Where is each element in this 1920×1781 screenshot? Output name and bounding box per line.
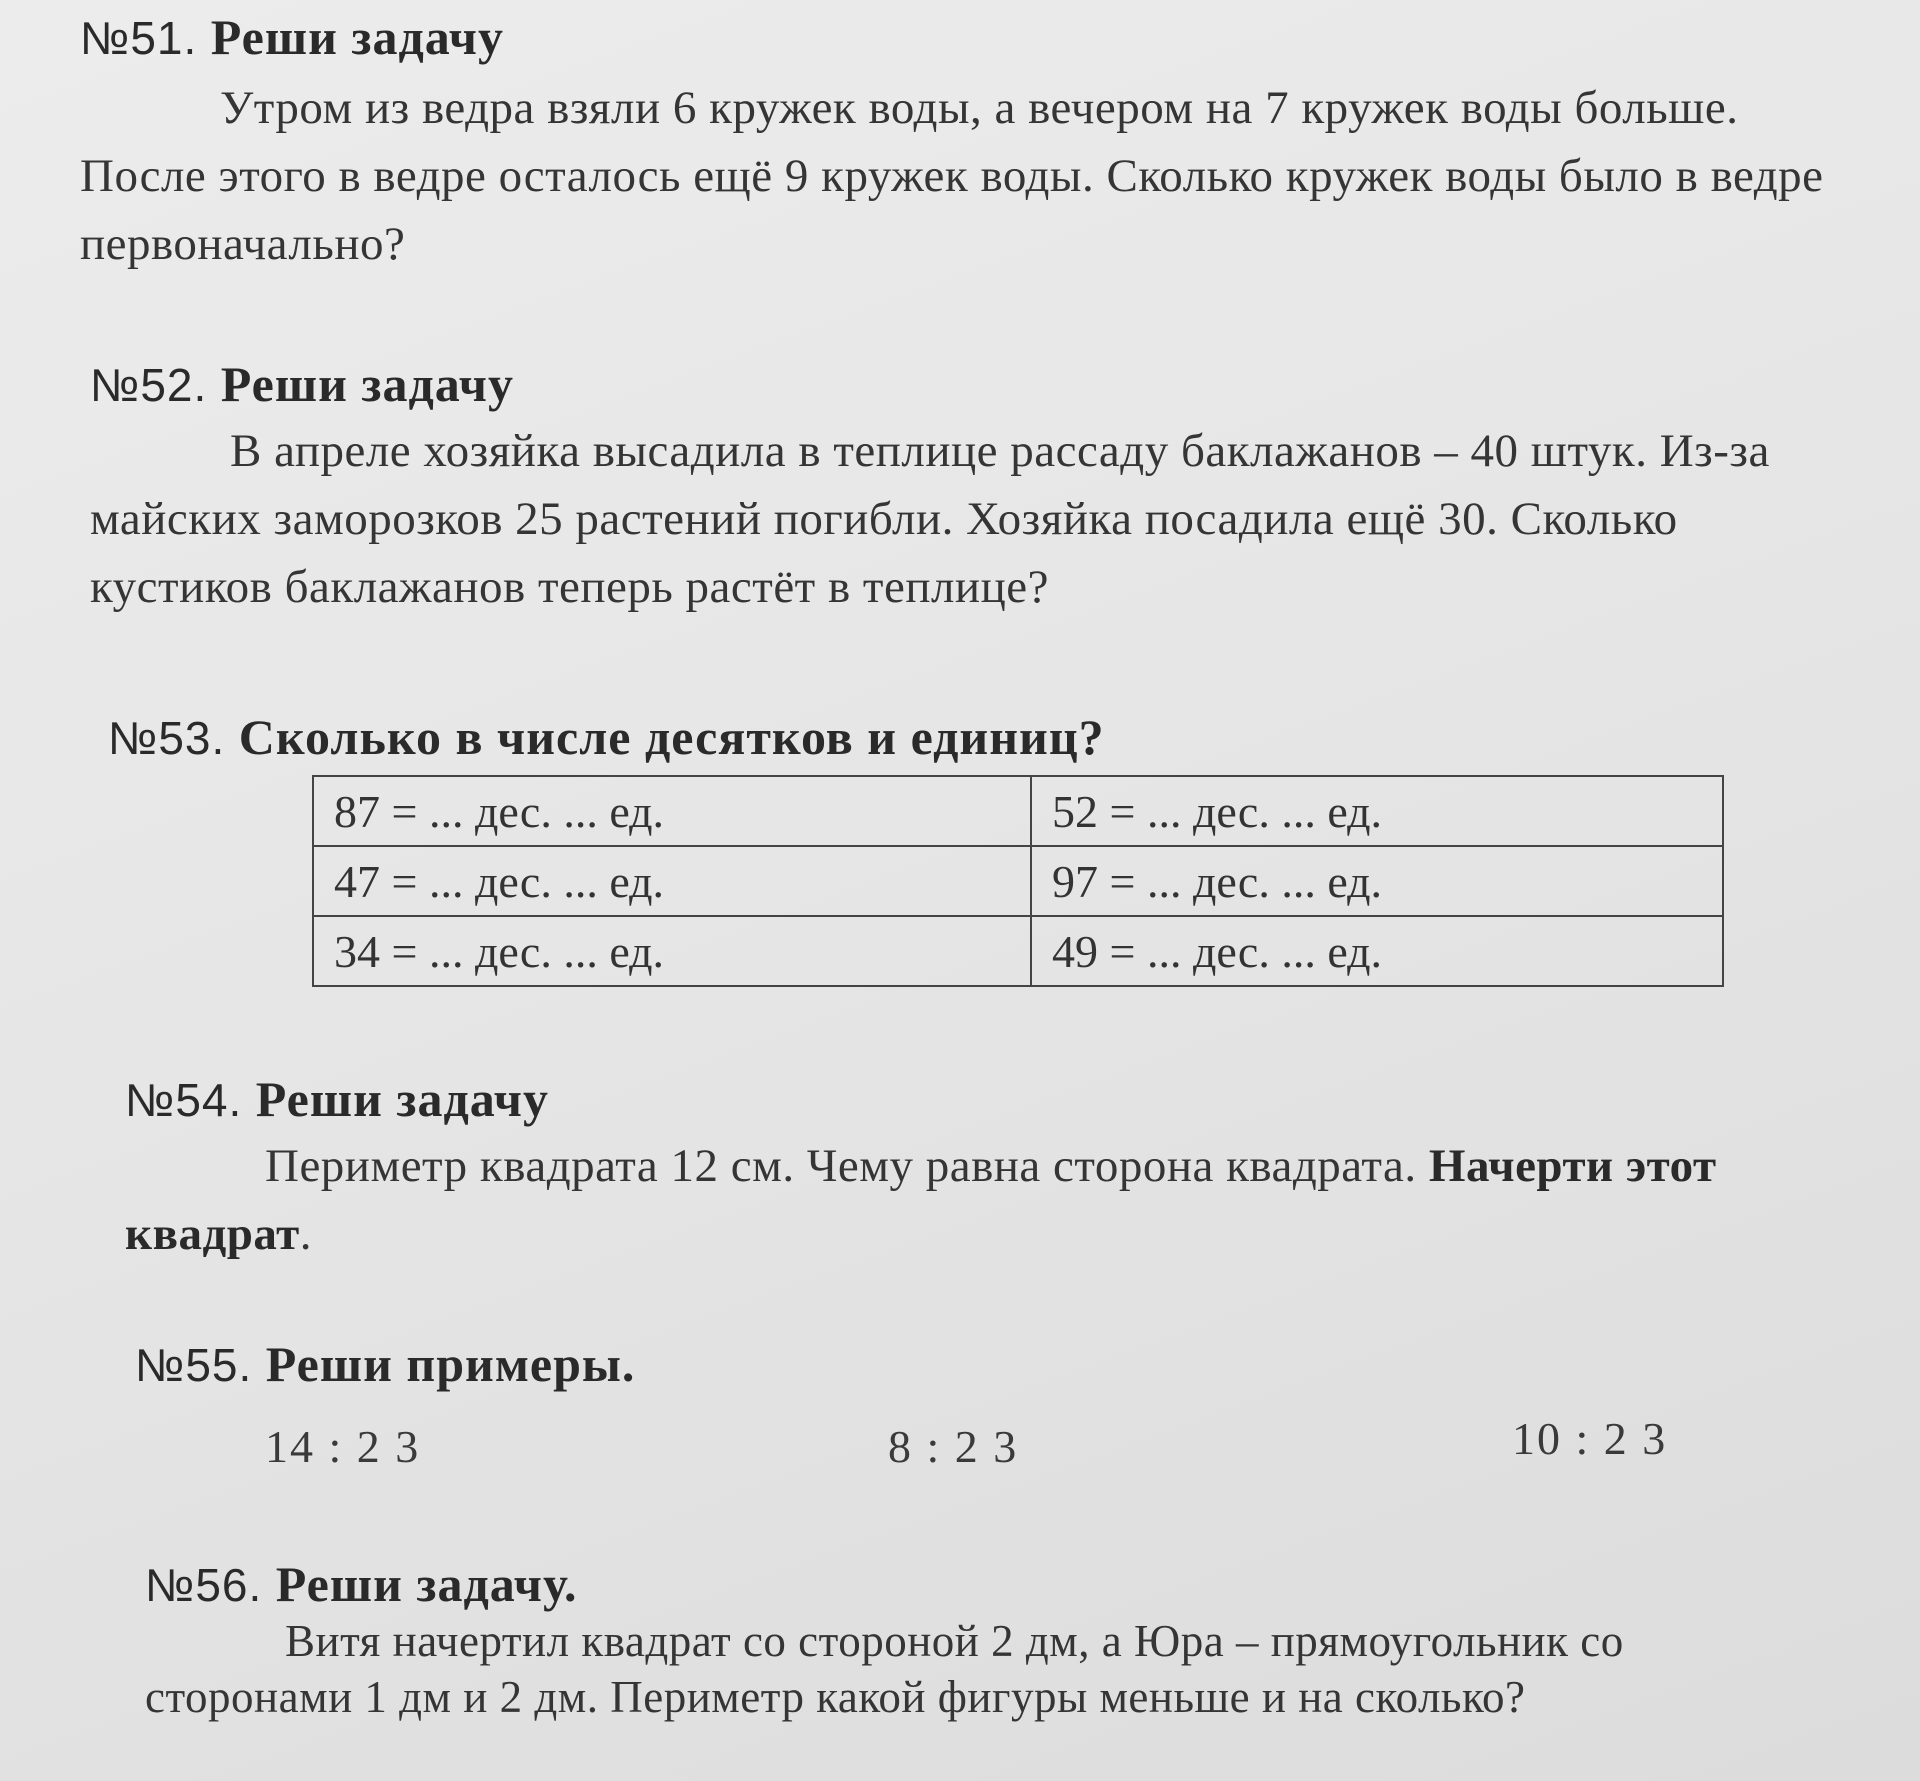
task-52-heading [90, 355, 1870, 413]
task-51 [80, 8, 1860, 278]
task-55-heading [135, 1335, 635, 1393]
task-52-text [90, 417, 1870, 621]
table-cell: 47 = ... дес. ... ед. [313, 846, 1031, 916]
task-51-text [80, 74, 1860, 278]
task-56-heading [145, 1555, 1705, 1613]
task-54-text [125, 1132, 1905, 1268]
table-cell: 52 = ... дес. ... ед. [1031, 776, 1723, 846]
task-53-title: Сколько в числе десятков и единиц? [238, 709, 1105, 765]
task-52-title: Реши задачу [220, 356, 514, 412]
task-52-text-content: В апреле хозяйка высадила в теплице рассаду баклажанов – 40 штук. Из-за майских заморозков 25 растений погибли. Хозяйка посадила ещё 30. Сколько кустиков баклажанов теперь растёт в теплице? [90, 425, 1770, 613]
table-cell: 34 = ... дес. ... ед. [313, 916, 1031, 986]
task-55-title: Реши примеры. [265, 1336, 636, 1392]
task-53-heading [108, 708, 1105, 766]
task-55 [135, 1335, 635, 1393]
task-52 [90, 355, 1870, 621]
task-56-text [145, 1613, 1705, 1725]
task-52-number: №52. [90, 359, 208, 411]
task-54-heading [125, 1070, 1905, 1128]
task-56-title: Реши задачу. [275, 1556, 578, 1612]
task-55-number: №55. [135, 1339, 253, 1391]
task-53-number: №53. [108, 712, 226, 764]
task-56 [145, 1555, 1705, 1725]
table-cell: 87 = ... дес. ... ед. [313, 776, 1031, 846]
task-54-bold-text: Начерти этот квадрат [125, 1140, 1717, 1260]
table-row [313, 846, 1723, 916]
task-51-number: №51. [80, 12, 198, 64]
task-56-text-content: Витя начертил квадрат со стороной 2 дм, а Юра – прямоугольник со сторонами 1 дм и 2 дм. Периметр какой фигуры меньше и на сколько? [145, 1616, 1624, 1722]
task-51-title: Реши задачу [210, 9, 504, 65]
example-3: 10 : 2 3 [1512, 1413, 1668, 1464]
task-54-end: . [299, 1208, 312, 1260]
task-51-text-content: Утром из ведра взяли 6 кружек воды, а вечером на 7 кружек воды больше. После этого в ведре осталось ещё 9 кружек воды. Сколько кружек воды было в ведре первоначально? [80, 82, 1824, 270]
example-2: 8 : 2 3 [888, 1421, 1019, 1472]
table-cell: 49 = ... дес. ... ед. [1031, 916, 1723, 986]
example-1: 14 : 2 3 [265, 1421, 421, 1472]
task-54-title: Реши задачу [255, 1071, 549, 1127]
task-54 [125, 1070, 1905, 1268]
task-53 [108, 708, 1105, 766]
task-56-number: №56. [145, 1559, 263, 1611]
table-row [313, 916, 1723, 986]
task-54-text-content: Периметр квадрата 12 см. Чему равна сторона квадрата. [265, 1140, 1417, 1192]
task-51-heading [80, 8, 1860, 66]
table-row [313, 776, 1723, 846]
place-value-table [312, 775, 1724, 987]
table-cell: 97 = ... дес. ... ед. [1031, 846, 1723, 916]
task-54-number: №54. [125, 1074, 243, 1126]
